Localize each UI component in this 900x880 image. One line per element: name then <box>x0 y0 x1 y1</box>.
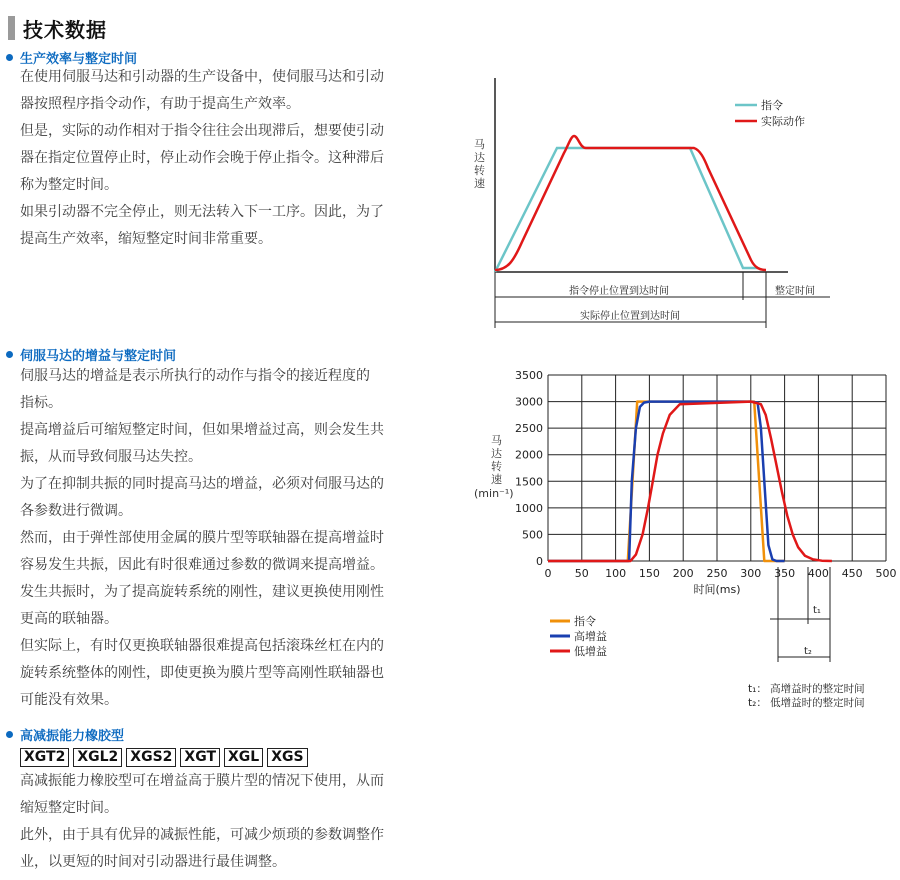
paragraph <box>20 633 428 714</box>
y-tick-label: 2000 <box>515 448 543 462</box>
annotation-note: t₁： 高增益时的整定时间 <box>748 683 865 695</box>
text-line: 然而，由于弹性部使用金属的膜片型等联轴器在提高增益时 <box>20 530 384 546</box>
paragraph <box>20 471 428 525</box>
paragraph <box>20 118 428 199</box>
section-title: 伺服马达的增益与整定时间 <box>20 349 177 364</box>
x-tick-label: 150 <box>638 567 660 580</box>
section-body-gain <box>20 363 428 714</box>
settling-time-diagram <box>470 60 890 335</box>
y-tick-label: 3000 <box>515 395 543 409</box>
x-tick-label: 100 <box>605 567 627 580</box>
y-axis-label: 马达转速 <box>474 138 485 190</box>
text-line: 器在指定位置停止时，停止动作会晚于停止指令。这种滞后 <box>20 150 384 166</box>
model-tag: XGT <box>180 748 220 767</box>
gain-comparison-chart <box>470 362 900 722</box>
section-heading-gain <box>6 345 176 364</box>
bullet-icon <box>6 731 13 738</box>
bullet-icon <box>6 54 13 61</box>
paragraph <box>20 199 428 253</box>
text-line: 振，从而导致伺服马达失控。 <box>20 449 202 465</box>
text-line: 称为整定时间。 <box>20 177 118 193</box>
text-line: 缩短整定时间。 <box>20 800 118 816</box>
text-line: 高减振能力橡胶型可在增益高于膜片型的情况下使用，从而 <box>20 773 384 789</box>
x-tick-label: 350 <box>774 567 796 580</box>
text-line: 发生共振时，为了提高旋转系统的刚性，建议更换使用刚性 <box>20 584 384 600</box>
legend-label: 实际动作 <box>761 115 805 128</box>
x-tick-label: 50 <box>574 567 589 580</box>
text-line: 业，以更短的时间对引动器进行最佳调整。 <box>20 854 286 870</box>
text-line: 如果引动器不完全停止，则无法转入下一工序。因此，为了 <box>20 204 384 220</box>
text-line: 各参数进行微调。 <box>20 503 132 519</box>
text-line: 旋转系统整体的刚性，即使更换为膜片型等高刚性联轴器也 <box>20 665 384 681</box>
t1-label: t₁ <box>813 605 821 616</box>
x-tick-label: 300 <box>740 567 762 580</box>
paragraph <box>20 363 428 417</box>
paragraph <box>20 525 428 579</box>
x-tick-label: 500 <box>875 567 897 580</box>
text-line: 但是，实际的动作相对于指令往往会出现滞后，想要使引动 <box>20 123 384 139</box>
header-accent-bar <box>8 16 15 40</box>
y-tick-label: 1500 <box>515 475 543 489</box>
x-tick-label: 200 <box>672 567 694 580</box>
x-tick-label: 400 <box>807 567 829 580</box>
section-body-productivity <box>20 64 428 253</box>
text-line: 在使用伺服马达和引动器的生产设备中，使伺服马达和引动 <box>20 69 384 85</box>
text-line: 器按照程序指令动作，有助于提高生产效率。 <box>20 96 300 112</box>
model-tag: XGL <box>224 748 263 767</box>
text-line: 更高的联轴器。 <box>20 611 118 627</box>
dimension-label: 指令停止位置到达时间 <box>569 286 669 297</box>
settling-time-annotations <box>770 567 830 662</box>
t2-label: t₂ <box>804 646 812 657</box>
model-tag: XGT2 <box>20 748 69 767</box>
x-tick-label: 0 <box>544 567 552 580</box>
legend-label: 指令 <box>574 615 596 628</box>
y-tick-label: 2500 <box>515 422 543 436</box>
y-tick-label: 500 <box>522 528 543 542</box>
text-line: 伺服马达的增益是表示所执行的动作与指令的接近程度的 <box>20 368 370 384</box>
chart-legend <box>550 614 607 658</box>
text-line: 可能没有效果。 <box>20 692 118 708</box>
x-tick-label: 450 <box>841 567 863 580</box>
y-tick-label: 0 <box>536 555 543 568</box>
annotation-note: t₂： 低增益时的整定时间 <box>748 697 865 709</box>
model-tag: XGL2 <box>73 748 122 767</box>
model-tag: XGS2 <box>126 748 176 767</box>
paragraph <box>20 822 428 876</box>
legend-label: 低增益 <box>574 645 607 658</box>
model-tag: XGS <box>267 748 307 767</box>
section-body-rubber <box>20 768 428 876</box>
page-header <box>8 16 107 40</box>
command-line <box>495 148 758 272</box>
y-tick-label: 1000 <box>515 501 543 515</box>
model-tags <box>20 748 308 767</box>
text-line: 容易发生共振，因此有时很难通过参数的微调来提高增益。 <box>20 557 384 573</box>
legend-label: 高增益 <box>574 630 607 643</box>
paragraph <box>20 579 428 633</box>
text-line: 但实际上，有时仅更换联轴器很难提高包括滚珠丝杠在内的 <box>20 638 384 654</box>
section-title: 生产效率与整定时间 <box>20 52 138 67</box>
text-line: 提高生产效率，缩短整定时间非常重要。 <box>20 231 272 247</box>
page-title: 技术数据 <box>23 17 107 42</box>
actual-motion-line <box>495 136 766 270</box>
section-heading-rubber <box>6 725 124 744</box>
paragraph <box>20 768 428 822</box>
legend-label: 指令 <box>761 99 783 112</box>
paragraph <box>20 417 428 471</box>
text-line: 提高增益后可缩短整定时间，但如果增益过高，则会发生共 <box>20 422 384 438</box>
x-axis-label: 时间(ms) <box>693 583 741 596</box>
y-tick-label: 3500 <box>515 369 543 382</box>
text-line: 此外，由于具有优异的减振性能，可减少烦琐的参数调整作 <box>20 827 384 843</box>
dimension-label: 整定时间 <box>775 286 815 297</box>
bullet-icon <box>6 351 13 358</box>
paragraph <box>20 64 428 118</box>
y-axis-label: 马达转速(min⁻¹) <box>474 434 514 500</box>
text-line: 为了在抑制共振的同时提高马达的增益，必须对伺服马达的 <box>20 476 384 492</box>
dimension-label: 实际停止位置到达时间 <box>580 311 680 322</box>
text-line: 指标。 <box>20 395 62 411</box>
section-title: 高减振能力橡胶型 <box>20 729 125 744</box>
x-tick-label: 250 <box>706 567 728 580</box>
